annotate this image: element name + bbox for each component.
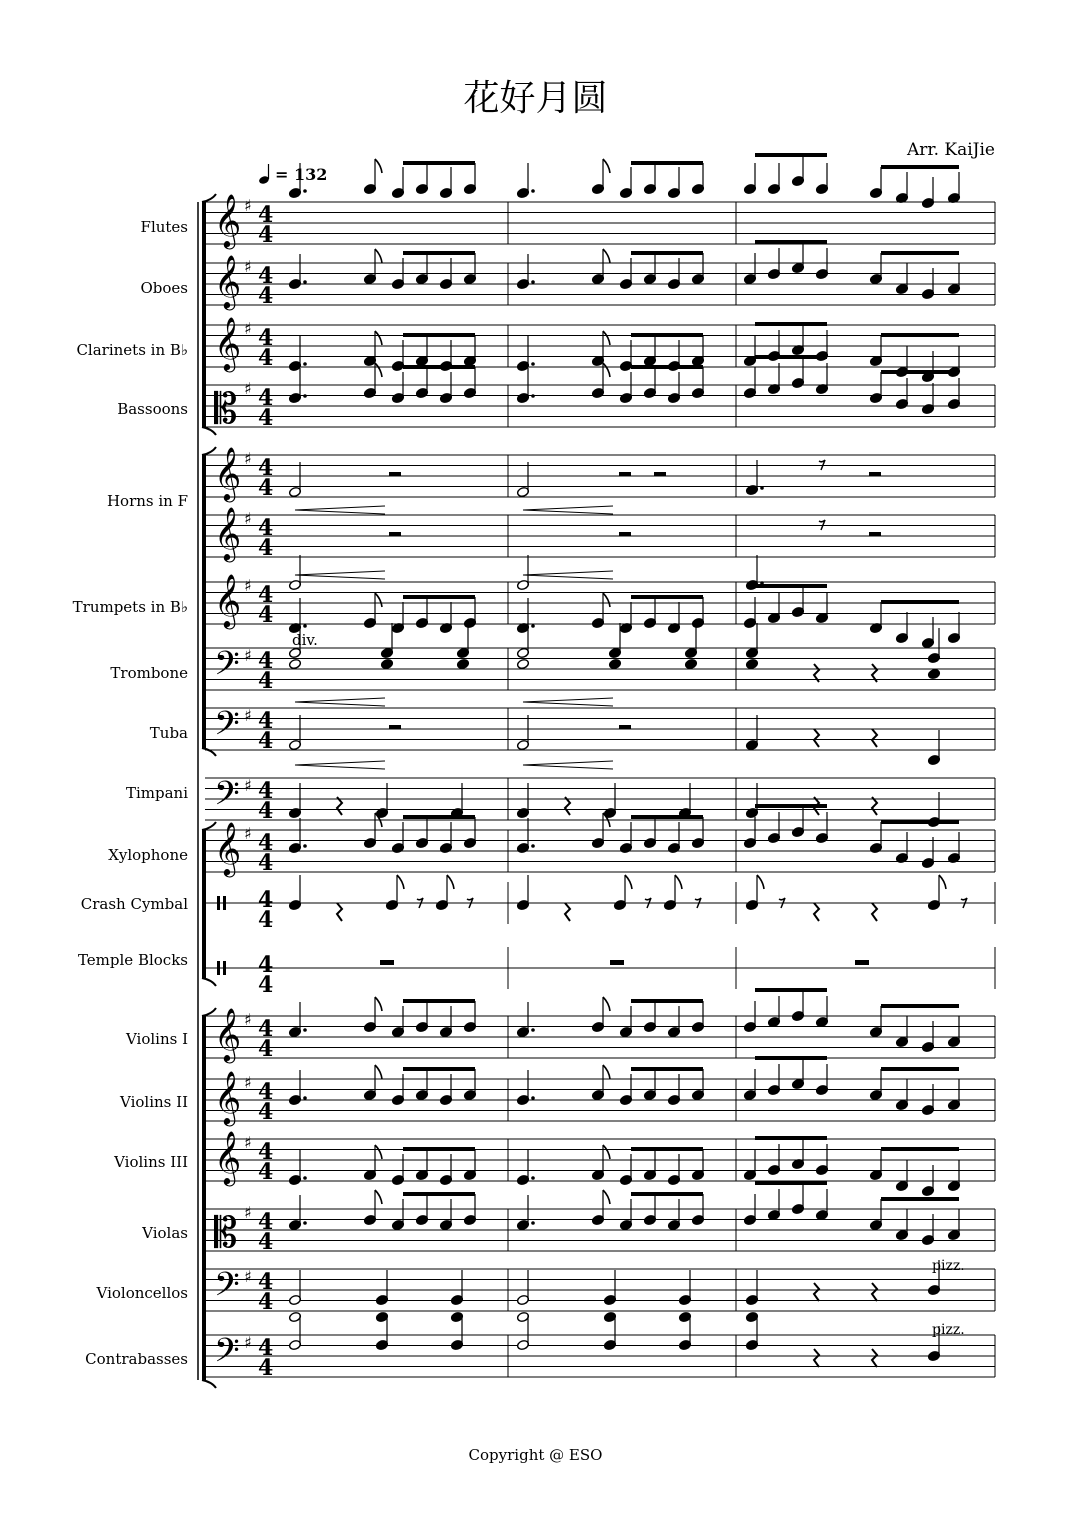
augmentation-dot — [303, 1028, 307, 1032]
note-flag — [375, 159, 382, 173]
note-flag — [375, 331, 382, 345]
percussion-bracket-bottom — [202, 978, 216, 986]
key-signature-sharp: ♯ — [244, 1333, 252, 1352]
note-flag — [603, 159, 610, 173]
treble-clef: 𝄞 — [214, 446, 242, 500]
quarter-rest — [814, 729, 819, 747]
augmentation-dot — [760, 486, 764, 490]
quarter-rest — [872, 729, 877, 747]
time-signature-bottom: 4 — [258, 222, 274, 248]
note-flag — [375, 1065, 382, 1079]
tempo-text: = 132 — [275, 165, 328, 184]
note-flag — [603, 249, 610, 263]
note-head — [927, 668, 940, 679]
quarter-rest — [872, 797, 877, 815]
percussion-clef — [217, 896, 220, 910]
staff — [205, 379, 995, 433]
augmentation-dot — [531, 280, 535, 284]
time-signature-bottom: 4 — [258, 1159, 274, 1185]
note-flag — [675, 875, 682, 889]
time-signature-bottom: 4 — [258, 1229, 274, 1255]
treble-clef: 𝄞 — [214, 254, 242, 308]
note-flag — [375, 997, 382, 1011]
time-signature-bottom: 4 — [258, 728, 274, 754]
augmentation-dot — [303, 1221, 307, 1225]
instrument-label-timpani: Timpani — [125, 784, 188, 802]
time-signature-top: 4 — [258, 1335, 274, 1361]
decrescendo-hairpin — [295, 506, 385, 514]
tenor-clef: 𝄡 — [214, 384, 238, 433]
note-head — [745, 658, 758, 669]
time-signature-top: 4 — [258, 1139, 274, 1165]
augmentation-dot — [303, 1176, 307, 1180]
quarter-rest — [337, 797, 342, 815]
time-signature-bottom: 4 — [258, 345, 274, 371]
time-signature-top: 4 — [258, 1209, 274, 1235]
treble-clef: 𝄞 — [214, 573, 242, 627]
note-flag — [375, 593, 382, 607]
staff — [205, 193, 995, 249]
time-signature-top: 4 — [258, 385, 274, 411]
quarter-rest — [814, 1349, 819, 1367]
augmentation-dot — [531, 362, 535, 366]
bass-clef: 𝄢 — [214, 645, 240, 691]
time-signature-top: 4 — [258, 952, 274, 978]
half-rest — [389, 725, 401, 729]
div-marking: div. — [292, 631, 318, 649]
note-flag — [603, 1145, 610, 1159]
quarter-rest — [814, 1283, 819, 1301]
time-signature-bottom: 4 — [258, 798, 274, 824]
key-signature-sharp: ♯ — [244, 576, 252, 595]
staff-group — [198, 193, 995, 1388]
time-signature-top: 4 — [258, 887, 274, 913]
key-signature-sharp: ♯ — [244, 1203, 252, 1222]
augmentation-dot — [531, 189, 535, 193]
note-flag — [603, 997, 610, 1011]
treble-clef: 𝄞 — [214, 821, 242, 875]
key-signature-sharp: ♯ — [244, 706, 252, 725]
key-signature-sharp: ♯ — [244, 257, 252, 276]
treble-clef: 𝄞 — [214, 1007, 242, 1061]
whole-rest — [380, 960, 394, 965]
time-signature-top: 4 — [258, 778, 274, 804]
key-signature-sharp: ♯ — [244, 1133, 252, 1152]
time-signature-bottom: 4 — [258, 1289, 274, 1315]
time-signature-top: 4 — [258, 830, 274, 856]
half-rest — [619, 725, 631, 729]
notes-layer — [288, 155, 967, 1367]
note-flag — [375, 363, 382, 377]
half-rest — [619, 472, 631, 476]
time-signature-top: 4 — [258, 582, 274, 608]
quarter-rest — [872, 903, 877, 921]
key-signature-sharp: ♯ — [244, 449, 252, 468]
note-flag — [447, 875, 454, 889]
note-flag — [603, 1065, 610, 1079]
quarter-rest — [872, 1349, 877, 1367]
instrument-label-oboes: Oboes — [140, 279, 188, 297]
percussion-clef — [217, 961, 220, 975]
instrument-label-violoncellos: Violoncellos — [96, 1284, 188, 1302]
key-signature-sharp: ♯ — [244, 1073, 252, 1092]
quarter-rest — [565, 903, 570, 921]
time-signature-bottom: 4 — [258, 535, 274, 561]
time-signature-bottom: 4 — [258, 972, 274, 998]
note-flag — [625, 875, 632, 889]
note-flag — [603, 363, 610, 377]
instrument-label-tuba: Tuba — [149, 724, 188, 742]
augmentation-dot — [531, 1176, 535, 1180]
percussion-clef — [223, 961, 226, 975]
instrument-label-trombone: Trombone — [110, 664, 188, 682]
quarter-rest — [337, 903, 342, 921]
note-flag — [397, 875, 404, 889]
bass-clef: 𝄢 — [214, 705, 240, 751]
note-head — [456, 658, 469, 669]
augmentation-dot — [303, 624, 307, 628]
bass-clef: 𝄢 — [214, 1266, 240, 1312]
time-signature-top: 4 — [258, 1016, 274, 1042]
instrument-label-flutes: Flutes — [140, 218, 188, 236]
instrument-label-horns: Horns in F — [106, 492, 188, 510]
time-signature-bottom: 4 — [258, 1355, 274, 1381]
augmentation-dot — [303, 844, 307, 848]
note-flag — [603, 331, 610, 345]
quarter-rest — [814, 903, 819, 921]
percussion-clef — [223, 896, 226, 910]
bass-clef: 𝄢 — [214, 775, 240, 821]
instrument-label-crash-cymbal: Crash Cymbal — [80, 895, 188, 913]
key-signature-sharp: ♯ — [244, 509, 252, 528]
key-signature-sharp: ♯ — [244, 1267, 252, 1286]
time-signature-bottom: 4 — [258, 475, 274, 501]
key-signature-sharp: ♯ — [244, 379, 252, 398]
instrument-label-violins-3: Violins III — [114, 1153, 188, 1171]
instrument-label-contrabasses: Contrabasses — [85, 1350, 188, 1368]
note-head — [684, 658, 697, 669]
whole-rest — [855, 960, 869, 965]
augmentation-dot — [303, 394, 307, 398]
treble-clef: 𝄞 — [214, 506, 242, 560]
augmentation-dot — [303, 1096, 307, 1100]
bass-clef: 𝄢 — [214, 1332, 240, 1378]
augmentation-dot — [531, 394, 535, 398]
instrument-label-xylophone: Xylophone — [108, 846, 188, 864]
note-head — [380, 658, 393, 669]
time-signature-bottom: 4 — [258, 602, 274, 628]
time-signature-bottom: 4 — [258, 1036, 274, 1062]
half-rest — [869, 532, 881, 536]
note-head — [608, 658, 621, 669]
decrescendo-hairpin — [295, 761, 385, 769]
half-rest — [654, 472, 666, 476]
key-signature-sharp: ♯ — [244, 1010, 252, 1029]
half-rest — [619, 532, 631, 536]
instrument-label-bassoons: Bassoons — [117, 400, 188, 418]
augmentation-dot — [303, 189, 307, 193]
time-signature-top: 4 — [258, 515, 274, 541]
time-signature-top: 4 — [258, 648, 274, 674]
decrescendo-hairpin — [523, 698, 613, 706]
treble-clef: 𝄞 — [214, 1070, 242, 1124]
augmentation-dot — [531, 1221, 535, 1225]
pizz-marking-cello: pizz. — [932, 1258, 965, 1274]
key-signature-sharp: ♯ — [244, 646, 252, 665]
decrescendo-hairpin — [523, 761, 613, 769]
quarter-rest — [565, 797, 570, 815]
time-signature-top: 4 — [258, 708, 274, 734]
staff — [205, 1203, 995, 1257]
note-flag — [757, 875, 764, 889]
note-head — [288, 658, 301, 669]
key-signature-sharp: ♯ — [244, 196, 252, 215]
strings-bracket — [202, 1016, 206, 1380]
quarter-rest — [872, 1283, 877, 1301]
time-signature-bottom: 4 — [258, 668, 274, 694]
instrument-label-violins-2: Violins II — [120, 1093, 188, 1111]
time-signature-bottom: 4 — [258, 283, 274, 309]
augmentation-dot — [303, 362, 307, 366]
note-head — [516, 658, 529, 669]
instrument-label-temple-blocks: Temple Blocks — [77, 951, 188, 969]
score-title: 花好月圆 — [463, 78, 608, 119]
strings-bracket-bottom — [202, 1380, 216, 1388]
woodwind-bracket — [202, 202, 206, 427]
brass-bracket — [202, 455, 206, 748]
augmentation-dot — [531, 844, 535, 848]
whole-rest — [610, 960, 624, 965]
treble-clef: 𝄞 — [214, 316, 242, 370]
note-flag — [603, 593, 610, 607]
decrescendo-hairpin — [295, 698, 385, 706]
arranger-credit: Arr. KaiJie — [906, 140, 995, 160]
staff — [205, 775, 995, 824]
treble-clef: 𝄞 — [214, 1130, 242, 1184]
note-flag — [375, 1145, 382, 1159]
key-signature-sharp: ♯ — [244, 319, 252, 338]
augmentation-dot — [303, 280, 307, 284]
note-flag — [375, 1190, 382, 1204]
tempo-marking — [258, 164, 327, 185]
time-signature-top: 4 — [258, 455, 274, 481]
note-flag — [603, 1190, 610, 1204]
time-signature-bottom: 4 — [258, 907, 274, 933]
augmentation-dot — [760, 581, 764, 585]
time-signature-top: 4 — [258, 263, 274, 289]
decrescendo-hairpin — [523, 506, 613, 514]
time-signature-bottom: 4 — [258, 1099, 274, 1125]
time-signature-bottom: 4 — [258, 850, 274, 876]
note-flag — [375, 249, 382, 263]
instrument-label-violins-1: Violins I — [125, 1030, 188, 1048]
instrument-label-trumpets: Trumpets in B♭ — [72, 598, 188, 616]
half-rest — [389, 472, 401, 476]
instrument-label-violas: Violas — [142, 1224, 188, 1242]
treble-clef: 𝄞 — [214, 193, 242, 247]
augmentation-dot — [531, 624, 535, 628]
augmentation-dot — [531, 1096, 535, 1100]
time-signature-top: 4 — [258, 1269, 274, 1295]
time-signature-bottom: 4 — [258, 405, 274, 431]
percussion-bracket — [202, 830, 206, 978]
alto-clef: 𝄡 — [214, 1208, 238, 1257]
key-signature-sharp: ♯ — [244, 824, 252, 843]
key-signature-sharp: ♯ — [244, 776, 252, 795]
time-signature-top: 4 — [258, 325, 274, 351]
instrument-label-clarinets: Clarinets in B♭ — [76, 341, 188, 359]
pizz-marking-bass: pizz. — [932, 1322, 965, 1338]
decrescendo-hairpin — [295, 571, 385, 579]
note-flag — [939, 875, 946, 889]
half-rest — [869, 472, 881, 476]
decrescendo-hairpin — [523, 571, 613, 579]
time-signature-top: 4 — [258, 202, 274, 228]
half-rest — [389, 532, 401, 536]
time-signature-top: 4 — [258, 1079, 274, 1105]
augmentation-dot — [531, 1028, 535, 1032]
copyright-notice: Copyright @ ESO — [468, 1446, 603, 1464]
staff — [205, 947, 995, 998]
